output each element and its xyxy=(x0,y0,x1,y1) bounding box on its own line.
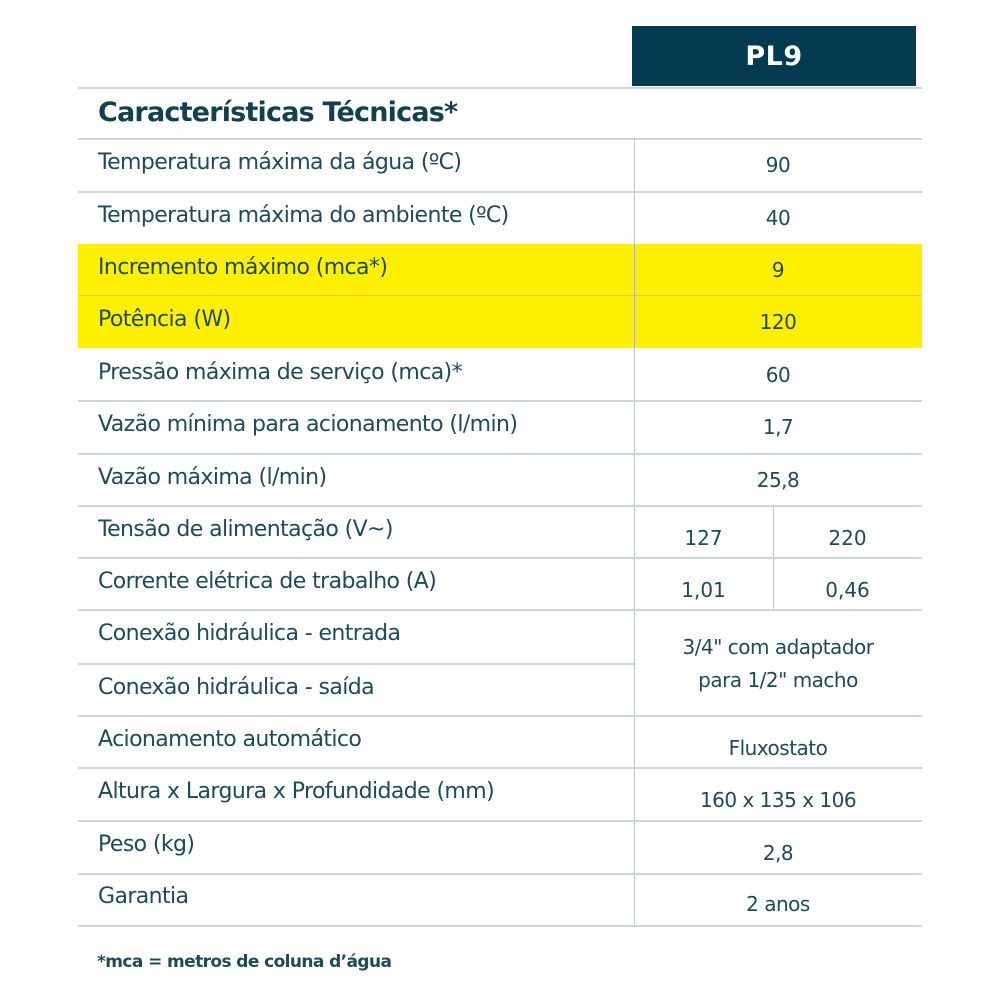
connection-value-line1: 3/4" com adaptador xyxy=(682,635,874,659)
row-value-220v: 220 xyxy=(828,526,867,550)
row-label: Temperatura máxima da água (ºC) xyxy=(98,150,462,175)
row-label: Temperatura máxima do ambiente (ºC) xyxy=(98,203,509,228)
table-row xyxy=(78,454,922,506)
row-label: Potência (W) xyxy=(98,307,231,332)
row-value: 40 xyxy=(765,206,791,230)
row-label: Peso (kg) xyxy=(98,832,195,857)
row-label: Conexão hidráulica - entrada xyxy=(98,621,401,646)
table-row xyxy=(78,349,922,401)
table-row xyxy=(78,874,922,926)
row-value: 2 anos xyxy=(746,892,810,916)
row-value-127v: 127 xyxy=(684,526,723,550)
table-row xyxy=(78,401,922,453)
row-label: Vazão máxima (l/min) xyxy=(98,465,327,490)
table-row xyxy=(78,821,922,873)
row-label: Pressão máxima de serviço (mca)* xyxy=(98,360,462,385)
row-label: Conexão hidráulica - saída xyxy=(98,675,374,700)
row-value: 1,7 xyxy=(762,415,794,439)
row-label: Vazão mínima para acionamento (l/min) xyxy=(98,412,518,437)
row-label: Incremento máximo (mca*) xyxy=(98,255,388,280)
table-row xyxy=(78,558,922,610)
row-label: Tensão de alimentação (V~) xyxy=(98,517,393,542)
table-row-highlighted xyxy=(78,296,922,348)
table-row xyxy=(78,139,922,191)
section-title: Características Técnicas* xyxy=(98,97,458,128)
row-label: Garantia xyxy=(98,884,189,909)
table-row xyxy=(78,506,922,558)
model-header xyxy=(632,26,916,86)
model-name: PL9 xyxy=(745,40,803,72)
row-value: 160 x 135 x 106 xyxy=(699,788,857,812)
row-value-127v: 1,01 xyxy=(681,578,726,602)
row-value-220v: 0,46 xyxy=(825,578,870,602)
row-label: Acionamento automático xyxy=(98,727,362,752)
row-value: 60 xyxy=(765,363,791,387)
table-row xyxy=(78,192,922,244)
footnote: *mca = metros de coluna d’água xyxy=(97,952,392,972)
row-label: Corrente elétrica de trabalho (A) xyxy=(98,569,437,594)
table-row xyxy=(78,768,922,820)
column-divider xyxy=(634,244,635,348)
row-label: Altura x Largura x Profundidade (mm) xyxy=(98,779,495,804)
row-value: Fluxostato xyxy=(728,736,828,760)
row-value: 120 xyxy=(759,310,797,334)
row-value: 90 xyxy=(765,153,791,177)
row-value: 2,8 xyxy=(762,841,794,865)
divider xyxy=(78,87,922,89)
table-row xyxy=(78,716,922,768)
row-value: 9 xyxy=(771,258,785,282)
divider xyxy=(78,925,922,927)
connection-value-line2: para 1/2" macho xyxy=(698,668,858,692)
row-value: 25,8 xyxy=(756,468,800,492)
table-row-highlighted xyxy=(78,244,922,296)
